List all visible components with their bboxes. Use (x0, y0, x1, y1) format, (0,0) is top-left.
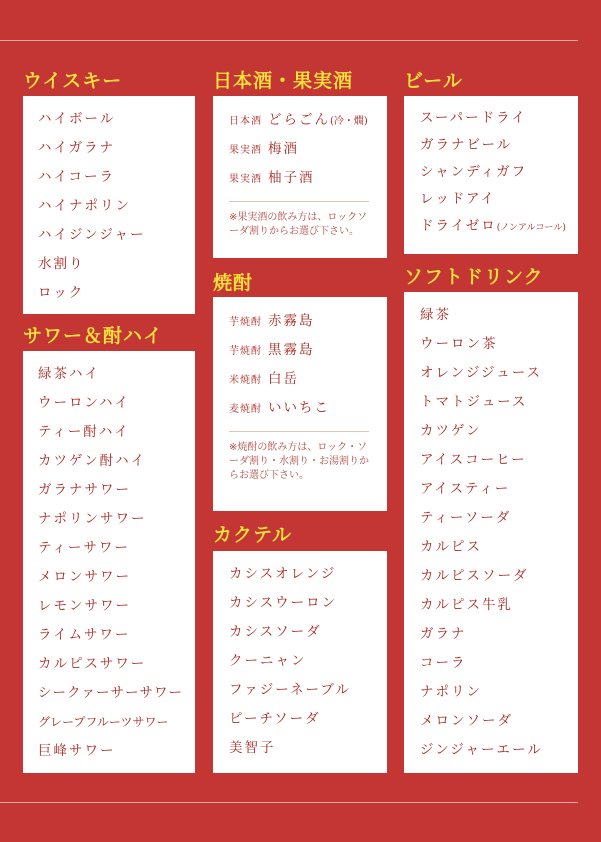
list-item: カシスソーダ (229, 624, 322, 640)
list-item: ハイジンジャー (38, 227, 146, 243)
section-title-sour: サワー＆酎ハイ (23, 325, 164, 347)
list-item (229, 394, 387, 423)
top-rule (0, 40, 578, 41)
list-item: ティーサワー (38, 540, 130, 556)
list-item: カツゲン酎ハイ (38, 453, 147, 469)
list-item: 水割り (38, 256, 85, 272)
divider (229, 201, 369, 202)
sake-list (213, 96, 387, 258)
list-item: 緑茶 (420, 307, 451, 323)
section-title-cocktail: カクテル (213, 524, 293, 546)
list-item: 巨峰サワー (38, 743, 116, 759)
list-item (229, 135, 387, 164)
item-note: (ノンアルコール) (496, 223, 566, 233)
soft-list (404, 292, 578, 773)
list-item (420, 213, 578, 240)
list-item: ウーロン茶 (420, 336, 498, 352)
item-name: 黒霧島 (268, 342, 315, 358)
list-item: アイスティー (420, 481, 511, 497)
shochu-note: ※焼酎の飲み方は、ロック・ソーダ割り・水割り・お湯割りからお選び下さい。 (229, 442, 369, 481)
section-sour (23, 324, 163, 348)
item-name: どらごん (268, 112, 330, 128)
section-soft (404, 265, 544, 289)
list-item (229, 365, 387, 394)
bottom-rule (0, 802, 578, 803)
sake-note: ※果実酒の飲み方は、ロックソーダ割りからお選び下さい。 (229, 212, 368, 237)
list-item: ロック (38, 285, 85, 301)
list-item: カシスオレンジ (229, 566, 337, 582)
item-name: ドライゼロ (420, 218, 497, 234)
divider (229, 431, 369, 432)
list-item: カシスウーロン (229, 595, 338, 611)
list-item: ハイナポリン (38, 198, 131, 214)
sour-list (23, 351, 195, 773)
item-category: 米焼酎 (229, 375, 262, 386)
list-item: シャンディガフ (420, 164, 528, 180)
list-item: カルピス牛乳 (420, 597, 513, 613)
list-item: メロンサワー (38, 569, 131, 585)
item-name: 白岳 (268, 371, 299, 387)
item-category: 日本酒 (229, 116, 262, 127)
section-title-shochu: 焼酎 (213, 272, 254, 294)
section-title-whisky: ウイスキー (23, 70, 123, 92)
section-beer (404, 69, 463, 93)
section-title-beer: ビール (404, 70, 463, 92)
list-item: オレンジジュース (420, 365, 543, 381)
list-item: ガラナサワー (38, 482, 131, 498)
list-item: ウーロンハイ (38, 395, 131, 411)
list-item: 緑茶ハイ (38, 366, 100, 382)
list-item: ハイコーラ (38, 169, 115, 185)
section-shochu (213, 271, 253, 295)
list-item: ガラナ (420, 626, 467, 642)
list-item: 美智子 (229, 740, 276, 756)
list-item: レッドアイ (420, 191, 496, 207)
cocktail-list (213, 551, 387, 773)
list-item: ハイガラナ (38, 140, 116, 156)
list-item: アイスコーヒー (420, 452, 527, 468)
item-category: 芋焼酎 (229, 346, 262, 357)
list-item: メロンソーダ (420, 713, 513, 729)
list-item: ジンジャーエール (420, 742, 543, 758)
list-item: ガラナビール (420, 137, 513, 153)
list-item: ナポリンサワー (38, 511, 147, 527)
item-note: (冷・燗) (330, 116, 368, 127)
section-cocktail (213, 523, 292, 547)
list-item: ファジーネーブル (229, 682, 351, 698)
list-item: ナポリン (420, 684, 482, 700)
section-sake (213, 69, 353, 93)
list-item: ティー酎ハイ (38, 424, 130, 440)
list-item: ハイボール (38, 111, 116, 127)
list-item: クーニャン (229, 653, 307, 669)
list-item: スーパードライ (420, 110, 527, 126)
section-title-sake: 日本酒・果実酒 (213, 70, 354, 92)
item-category: 麦焼酎 (229, 404, 262, 415)
item-name: 梅酒 (268, 141, 299, 157)
whisky-list (23, 96, 195, 314)
list-item: レモンサワー (38, 598, 131, 614)
list-item: シークァーサーサワー (38, 685, 183, 701)
list-item: カルピスサワー (38, 656, 147, 672)
item-category: 果実酒 (229, 145, 262, 156)
list-item: カツゲン (420, 423, 482, 439)
list-item: カルピスソーダ (420, 568, 529, 584)
item-name: 柚子酒 (268, 170, 315, 186)
list-item (229, 307, 387, 336)
list-item (229, 336, 387, 365)
item-name: いいちこ (268, 400, 330, 416)
list-item: トマトジュース (420, 394, 528, 410)
item-name: 赤霧島 (268, 313, 315, 329)
list-item: ライムサワー (38, 627, 131, 643)
list-item: ティーソーダ (420, 510, 512, 526)
item-category: 芋焼酎 (229, 317, 262, 328)
shochu-list (213, 297, 387, 511)
section-title-soft: ソフトドリンク (404, 266, 544, 288)
list-item: カルピス (420, 539, 482, 555)
item-category: 果実酒 (229, 174, 262, 185)
section-whisky (23, 69, 122, 93)
beer-list (404, 96, 578, 254)
list-item: コーラ (420, 655, 467, 671)
list-item: グレープフルーツサワー (38, 715, 169, 729)
list-item (229, 164, 387, 193)
list-item (229, 106, 387, 135)
list-item: ピーチソーダ (229, 711, 321, 727)
